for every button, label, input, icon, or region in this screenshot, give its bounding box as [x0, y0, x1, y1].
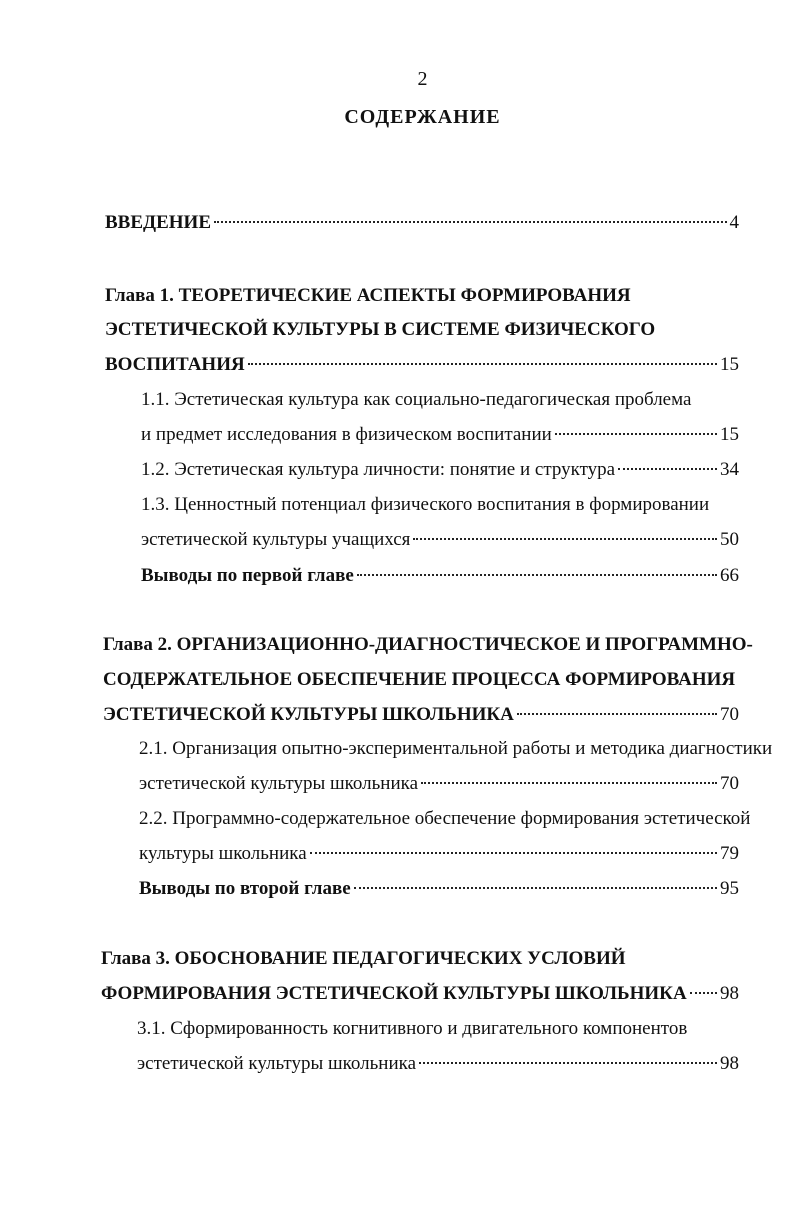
toc-page-number: 79 [720, 843, 739, 864]
toc-entry-label: Выводы по первой главе [141, 565, 354, 586]
toc-entry-label: ВОСПИТАНИЯ [105, 354, 245, 375]
toc-page-number: 34 [720, 459, 739, 480]
toc-entry-label: Глава 2. ОРГАНИЗАЦИОННО-ДИАГНОСТИЧЕСКОЕ И ПРОГРАММНО- [103, 634, 753, 655]
leader-dots [248, 363, 717, 365]
chapter-2-heading-line [103, 665, 735, 695]
leader-dots [517, 713, 717, 715]
leader-dots [421, 782, 717, 784]
toc-page-number: 4 [729, 212, 739, 233]
toc-entry-chapter-2-conclusions[interactable] [139, 874, 739, 904]
leader-dots [555, 433, 717, 435]
toc-entry-label: 2.2. Программно-содержательное обеспечение формирования эстетической [139, 808, 751, 829]
toc-entry-chapter-2[interactable] [103, 700, 739, 730]
toc-entry-label: СОДЕРЖАТЕЛЬНОЕ ОБЕСПЕЧЕНИЕ ПРОЦЕССА ФОРМИРОВАНИЯ [103, 669, 736, 690]
leader-dots [419, 1062, 717, 1064]
toc-entry-chapter-1-conclusions[interactable] [141, 561, 739, 591]
toc-entry-label: эстетической культуры школьника [139, 773, 418, 794]
toc-page-number: 50 [720, 529, 739, 550]
toc-entry-section-2-1[interactable] [139, 769, 739, 799]
toc-page-number: 98 [720, 983, 739, 1004]
leader-dots [214, 221, 727, 223]
toc-entry-label: Выводы по второй главе [139, 878, 351, 899]
leader-dots [357, 574, 717, 576]
section-3-1-line [137, 1014, 687, 1044]
toc-page-number: 98 [720, 1053, 739, 1074]
toc-entry-section-1-2[interactable] [141, 455, 739, 485]
leader-dots [690, 992, 717, 994]
chapter-1-heading-line [105, 315, 655, 345]
toc-entry-section-3-1[interactable] [137, 1049, 739, 1079]
leader-dots [310, 852, 717, 854]
toc-page-number: 15 [720, 354, 739, 375]
toc-page-number: 66 [720, 565, 739, 586]
leader-dots [354, 887, 717, 889]
section-2-2-line [139, 804, 750, 834]
toc-entry-label: 1.1. Эстетическая культура как социально-педагогическая проблема [141, 389, 692, 410]
toc-entry-label: культуры школьника [139, 843, 307, 864]
leader-dots [413, 538, 717, 540]
section-1-3-line [141, 490, 709, 520]
toc-entry-section-2-2[interactable] [139, 839, 739, 869]
toc-entry-label: 2.1. Организация опытно-экспериментальной работы и методика диагностики [139, 738, 773, 759]
page-number: 2 [417, 68, 428, 90]
leader-dots [618, 468, 717, 470]
toc-entry-label: ВВЕДЕНИЕ [105, 212, 211, 233]
chapter-2-heading-line [103, 630, 753, 660]
toc-page-number: 70 [720, 704, 739, 725]
toc-entry-chapter-1[interactable] [105, 350, 739, 380]
toc-entry-section-1-1[interactable] [141, 420, 739, 450]
chapter-3-heading-line [101, 944, 626, 974]
toc-page-number: 95 [720, 878, 739, 899]
toc-entry-label: Глава 1. ТЕОРЕТИЧЕСКИЕ АСПЕКТЫ ФОРМИРОВАНИЯ [105, 285, 631, 306]
toc-entry-label: и предмет исследования в физическом воспитании [141, 424, 552, 445]
toc-entry-intro[interactable] [105, 208, 739, 238]
toc-entry-label: Глава 3. ОБОСНОВАНИЕ ПЕДАГОГИЧЕСКИХ УСЛОВИЙ [101, 948, 626, 969]
toc-entry-label: 1.2. Эстетическая культура личности: понятие и структура [141, 459, 616, 480]
toc-entry-label: 1.3. Ценностный потенциал физического воспитания в формировании [141, 494, 710, 515]
section-2-1-line [139, 734, 772, 764]
toc-entry-label: эстетической культуры учащихся [141, 529, 411, 550]
chapter-1-heading-line [105, 281, 631, 311]
toc-entry-chapter-3[interactable] [101, 979, 739, 1009]
section-1-1-line [141, 385, 691, 415]
toc-page-number: 70 [720, 773, 739, 794]
toc-entry-label: ЭСТЕТИЧЕСКОЙ КУЛЬТУРЫ В СИСТЕМЕ ФИЗИЧЕСКОГО [105, 319, 656, 340]
toc-entry-section-1-3[interactable] [141, 525, 739, 555]
toc-entry-label: эстетической культуры школьника [137, 1053, 416, 1074]
page-title: СОДЕРЖАНИЕ [344, 106, 501, 128]
toc-entry-label: 3.1. Сформированность когнитивного и двигательного компонентов [137, 1018, 688, 1039]
toc-page-number: 15 [720, 424, 739, 445]
toc-entry-label: ЭСТЕТИЧЕСКОЙ КУЛЬТУРЫ ШКОЛЬНИКА [103, 704, 514, 725]
toc-entry-label: ФОРМИРОВАНИЯ ЭСТЕТИЧЕСКОЙ КУЛЬТУРЫ ШКОЛЬНИКА [101, 983, 687, 1004]
